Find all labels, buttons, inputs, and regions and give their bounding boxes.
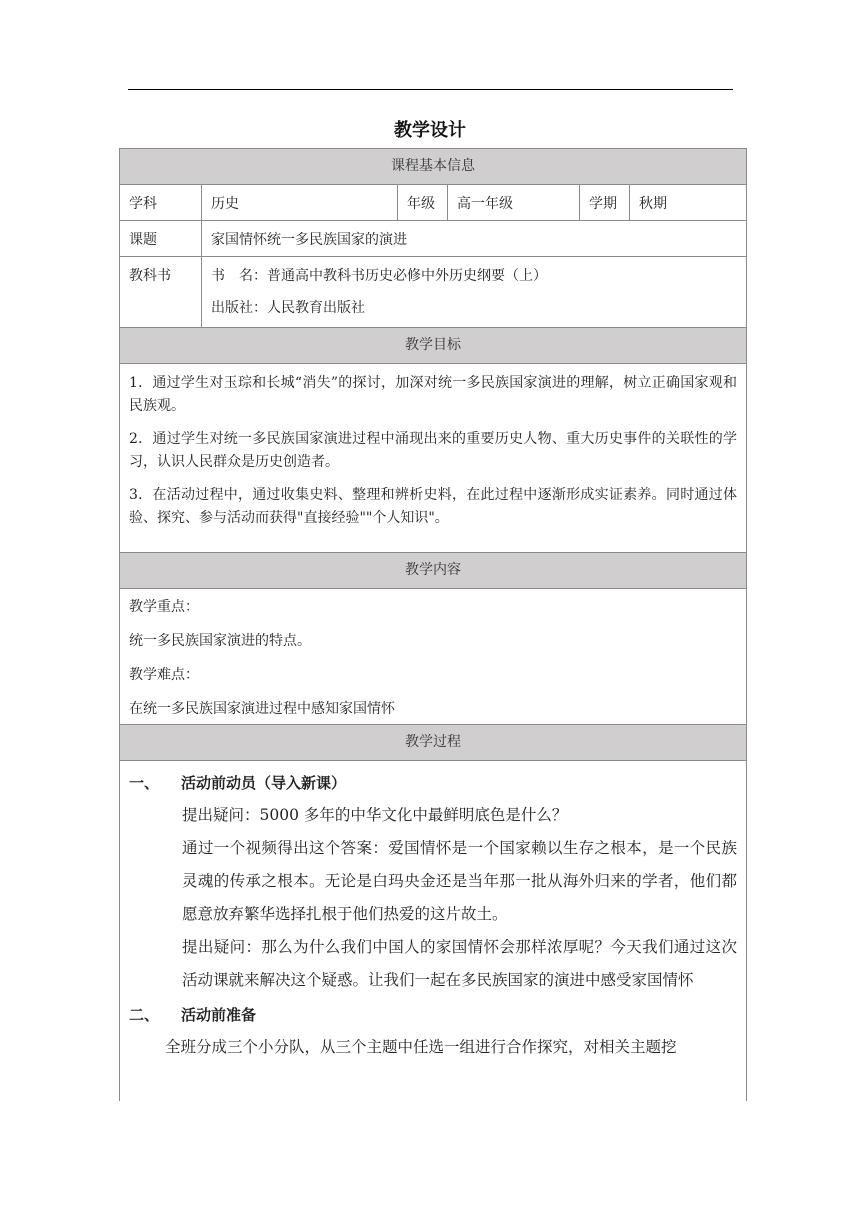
grade-value: 高一年级 (448, 185, 580, 220)
subject-value: 历史 (202, 185, 398, 220)
content-block (120, 589, 746, 725)
process-paragraph: 提出疑问：那么为什么我们中国人的家国情怀会那样浓厚呢？今天我们通过这次活动课就来解决这个疑惑。让我们一起在多民族国家的演进中感受家国情怀 (182, 938, 737, 989)
section-basic-info: 课程基本信息 (120, 149, 746, 185)
step-title: 活动前准备 (181, 1005, 257, 1024)
textbook-label: 教科书 (120, 257, 202, 327)
term-label: 学期 (580, 185, 630, 220)
textbook-row (120, 257, 746, 328)
header-rule (128, 89, 733, 90)
key-point-label: 教学重点： (129, 599, 199, 615)
textbook-info (202, 257, 746, 327)
subject-label: 学科 (120, 185, 202, 220)
step-number: 二、 (129, 1005, 160, 1024)
lesson-plan-table (119, 148, 747, 1101)
objectives-block (120, 364, 746, 553)
process-paragraph: 提出疑问：5000 多年的中华文化中最鲜明底色是什么？ (182, 806, 568, 824)
difficulty-label: 教学难点： (129, 667, 199, 683)
textbook-name: 书 名：普通高中教科书历史必修中外历史纲要（上） (211, 268, 547, 284)
step-heading (129, 765, 737, 799)
topic-row (120, 221, 746, 257)
objective-item: 3．在活动过程中，通过收集史料、整理和辨析史料，在此过程中逐渐形成实证素养。同时通过体验、探究、参与活动而获得"直接经验""个人知识"。 (129, 487, 737, 526)
process-paragraph: 全班分成三个小分队，从三个主题中任选一组进行合作探究，对相关主题挖 (165, 1038, 677, 1056)
basic-info-row (120, 185, 746, 221)
term-value: 秋期 (639, 195, 667, 212)
section-content: 教学内容 (120, 553, 746, 589)
section-objectives: 教学目标 (120, 328, 746, 364)
section-process: 教学过程 (120, 725, 746, 761)
objective-item: 2．通过学生对统一多民族国家演进过程中涌现出来的重要历史人物、重大历史事件的关联性的学习，认识人民群众是历史创造者。 (129, 431, 737, 470)
topic-label: 课题 (120, 221, 202, 256)
topic-value: 家国情怀统一多民族国家的演进 (211, 231, 407, 248)
objective-item: 1．通过学生对玉琮和长城“消失”的探讨，加深对统一多民族国家演进的理解，树立正确国家观和民族观。 (129, 375, 737, 414)
textbook-publisher: 出版社：人民教育出版社 (211, 300, 365, 316)
grade-label: 年级 (398, 185, 448, 220)
difficulty-text: 在统一多民族国家演进过程中感知家国情怀 (129, 701, 395, 717)
process-block (120, 761, 746, 1101)
document-title: 教学设计 (394, 120, 466, 141)
step-number: 一、 (129, 773, 160, 792)
key-point-text: 统一多民族国家演进的特点。 (129, 633, 311, 649)
process-paragraph: 通过一个视频得出这个答案：爱国情怀是一个国家赖以生存之根本，是一个民族灵魂的传承之根本。无论是白玛央金还是当年那一批从海外归来的学者，他们都愿意放弃繁华选择扎根于他们热爱的这片故土。 (182, 839, 737, 923)
step-title: 活动前动员（导入新课） (181, 773, 347, 792)
step-heading (129, 997, 737, 1031)
